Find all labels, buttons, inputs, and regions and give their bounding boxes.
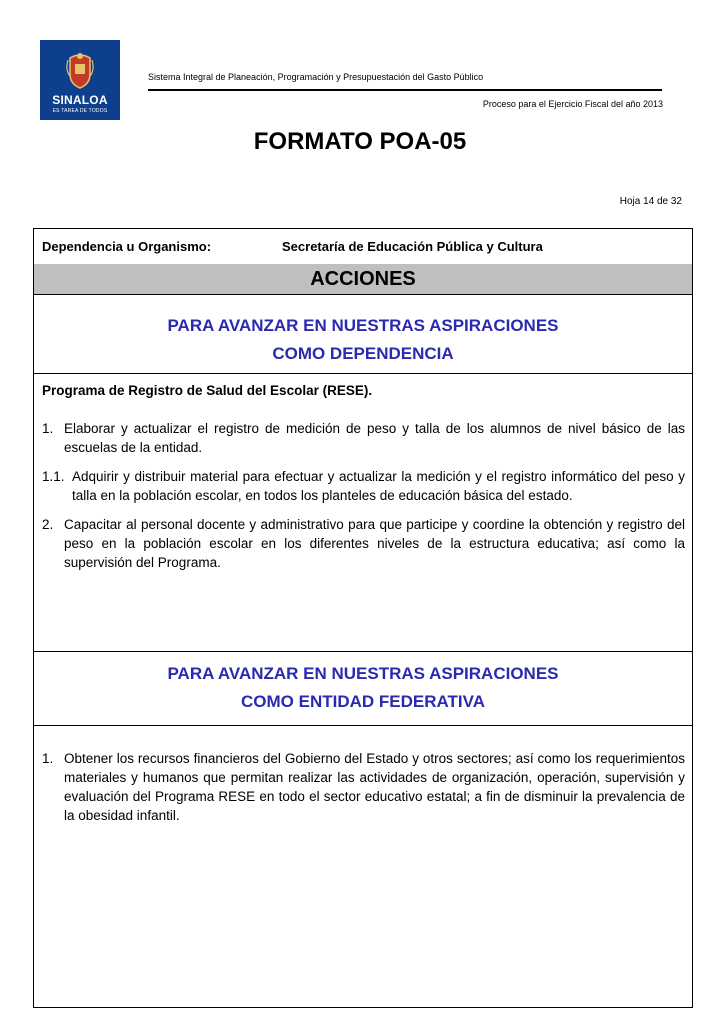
dependency-value: Secretaría de Educación Pública y Cultura	[282, 239, 543, 254]
form-table	[33, 228, 693, 1008]
list-item	[42, 419, 685, 457]
dependency-label: Dependencia u Organismo:	[42, 239, 212, 254]
section1-list	[42, 419, 685, 582]
sinaloa-logo	[40, 40, 120, 120]
item-number: 1.	[42, 421, 54, 436]
section1-title-line2: COMO DEPENDENCIA	[272, 344, 454, 363]
actions-header: ACCIONES	[34, 264, 692, 295]
item-number: 1.1.	[42, 469, 65, 484]
list-item	[42, 467, 685, 505]
section-entity-header	[34, 651, 692, 726]
list-item	[42, 749, 685, 825]
system-name: Sistema Integral de Planeación, Programación y Presupuestación del Gasto Público	[148, 72, 484, 82]
item-text: Elaborar y actualizar el registro de medición de peso y talla de los alumnos de nivel básico de las escuelas de la entidad.	[64, 421, 685, 455]
dependency-row	[34, 229, 692, 265]
item-number: 1.	[42, 751, 54, 766]
item-text: Obtener los recursos financieros del Gobierno del Estado y otros sectores; así como los requerimientos materiales y humanos que permitan realizar las actividades de organización, operación, supervisión y evaluación del Programa RESE en todo el sector educativo estatal; a fin de disminuir la prevalencia de la obesidad infantil.	[64, 751, 685, 823]
list-item	[42, 515, 685, 572]
logo-tagline: ES TAREA DE TODOS	[52, 108, 108, 114]
sheet-number: Hoja 14 de 32	[619, 196, 682, 207]
item-number: 2.	[42, 517, 54, 532]
shield-coat-of-arms-icon	[66, 50, 94, 90]
section-dependency-header	[34, 304, 692, 374]
item-text: Adquirir y distribuir material para efectuar y actualizar la medición y el registro informático del peso y talla en la población escolar, en todos los planteles de educación básica del estado.	[72, 469, 685, 503]
page-title: FORMATO POA-05	[253, 128, 467, 155]
section2-list	[42, 749, 685, 835]
program-name: Programa de Registro de Salud del Escolar (RESE).	[42, 383, 373, 398]
section2-title-line2: COMO ENTIDAD FEDERATIVA	[241, 692, 485, 711]
section2-title-line1: PARA AVANZAR EN NUESTRAS ASPIRACIONES	[167, 664, 559, 683]
section1-title-line1: PARA AVANZAR EN NUESTRAS ASPIRACIONES	[167, 316, 559, 335]
process-year: Proceso para el Ejercicio Fiscal del año 2013	[482, 99, 663, 109]
item-text: Capacitar al personal docente y administrativo para que participe y coordine la obtención y registro del peso en la población escolar en los diferentes niveles de la estructura educativa; así como la supervisión del Programa.	[64, 517, 685, 570]
header-divider	[148, 89, 662, 91]
logo-text: SINALOA	[52, 93, 108, 107]
